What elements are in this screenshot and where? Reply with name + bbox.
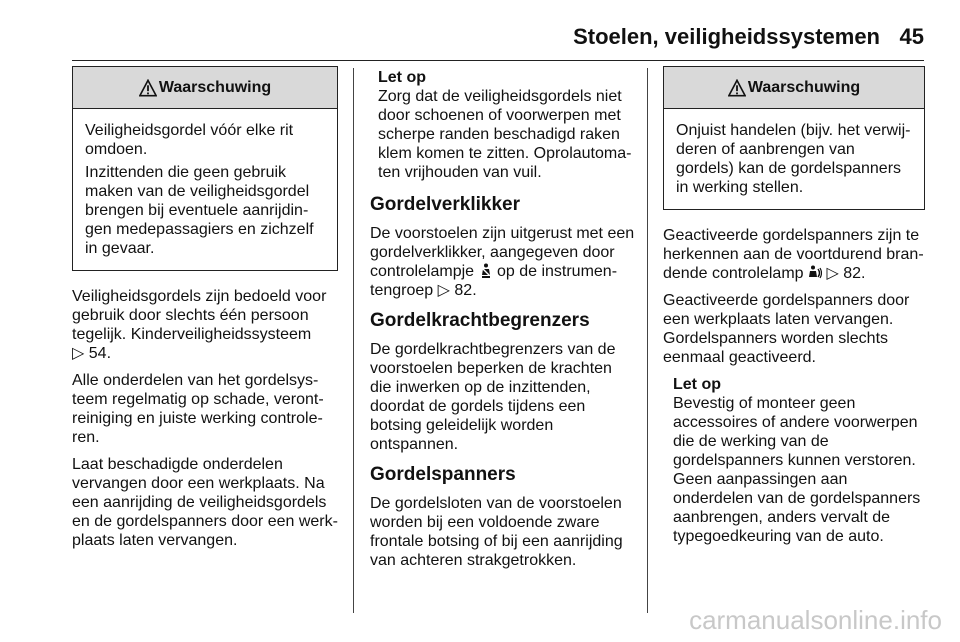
warning-text: Inzittenden die geen gebruik maken van de veiligheidsgordel brengen bij eventuele aanrijdingen medepassagiers en zichzelf in gevaar. [85,164,314,257]
paragraph: Laat beschadigde onderdelen vervangen door een werkplaats. Na een aanrijding de veiligheidsgordels en de gordelspanners door een werkplaats laten vervangen. [72,456,338,549]
warning-header [73,67,337,109]
page-reference: 82. [843,265,866,282]
column-1 [72,66,338,558]
page-reference: 82. [454,282,477,299]
paragraph-text: op de instrumentengroep [370,263,618,299]
seatbelt-lamp-icon [479,263,493,279]
paragraph: Alle onderdelen van het gordelsysteem regelmatig op schade, verontreiniging en juiste werking controleren. [72,372,324,446]
warning-box [663,66,925,210]
warning-header [664,67,924,109]
paragraph: Geactiveerde gordelspanners door een werkplaats laten vervangen. Gordelspanners worden slechts eenmaal geactiveerd. [663,292,910,366]
warning-body [73,109,337,270]
page-header [0,0,960,60]
note [663,375,925,546]
watermark: carmanualsonline.info [689,605,942,635]
note-text: Zorg dat de veiligheidsgordels niet door schoenen of voorwerpen met scherpe randen beschadigd raken klem komen te zitten. Oprolautomaten vrijhouden van vuil. [378,88,632,181]
column-2 [370,68,636,578]
paragraph [370,224,636,300]
header-rule [72,60,924,61]
warning-title: Waarschuwing [158,79,272,96]
reference-arrow-icon: ▷ [72,345,85,362]
section-heading: Gordelkrachtbegrenzers [370,310,590,331]
column-divider [647,68,648,613]
reference-arrow-icon: ▷ [437,282,450,299]
section-heading: Gordelspanners [370,464,516,485]
paragraph-text: De voorstoelen zijn uitgerust met een gordelverklikker, aangegeven door controlelampje [370,225,635,280]
paragraph [663,226,925,283]
column-3 [663,66,925,558]
warning-triangle-icon [728,79,746,97]
paragraph: De gordelsloten van de voorstoelen worden bij een voldoende zware frontale botsing of bij een aanrijding van achteren strakgetrokken. [370,495,623,569]
warning-text: Veiligheidsgordel vóór elke rit omdoen. [85,122,294,158]
warning-text: Onjuist handelen (bijv. het verwijderen of aanbrengen van gordels) kan de gordelspanners in werking stellen. [676,122,911,196]
paragraph: De gordelkrachtbegrenzers van de voorstoelen beperken de krachten die inwerken op de inzittenden, doordat de gordels tijdens een botsing geleidelijk worden ontspannen. [370,341,616,453]
column-divider [353,68,354,613]
note-label: Let op [673,376,721,393]
note-text: Bevestig of monteer geen accessoires of andere voorwerpen die de werking van de gordelspanners kunnen verstoren. Geen aanpassingen aan onderdelen van de gordelspanners aanbrengen, anders vervalt de typegoedkeuring van de auto. [673,395,921,545]
warning-title: Waarschuwing [747,79,861,96]
page-reference: 54. [88,345,112,362]
paragraph [72,287,338,363]
paragraph-text: Geactiveerde gordelspanners zijn te herkennen aan de voortdurend brandende controlelamp [663,227,924,282]
warning-body [664,109,924,209]
belt-tensioner-lamp-icon [808,265,822,281]
paragraph-text: Veiligheidsgordels zijn bedoeld voor gebruik door slechts één persoon tegelijk. Kinderveiligheidssysteem [72,288,327,343]
page-title: Stoelen, veiligheidssystemen [573,24,880,49]
section-heading: Gordelverklikker [370,194,520,215]
reference-arrow-icon: ▷ [826,265,839,282]
warning-box [72,66,338,271]
page-number: 45 [899,24,924,49]
warning-triangle-icon [139,79,157,97]
note [370,68,636,182]
note-label: Let op [378,69,426,86]
